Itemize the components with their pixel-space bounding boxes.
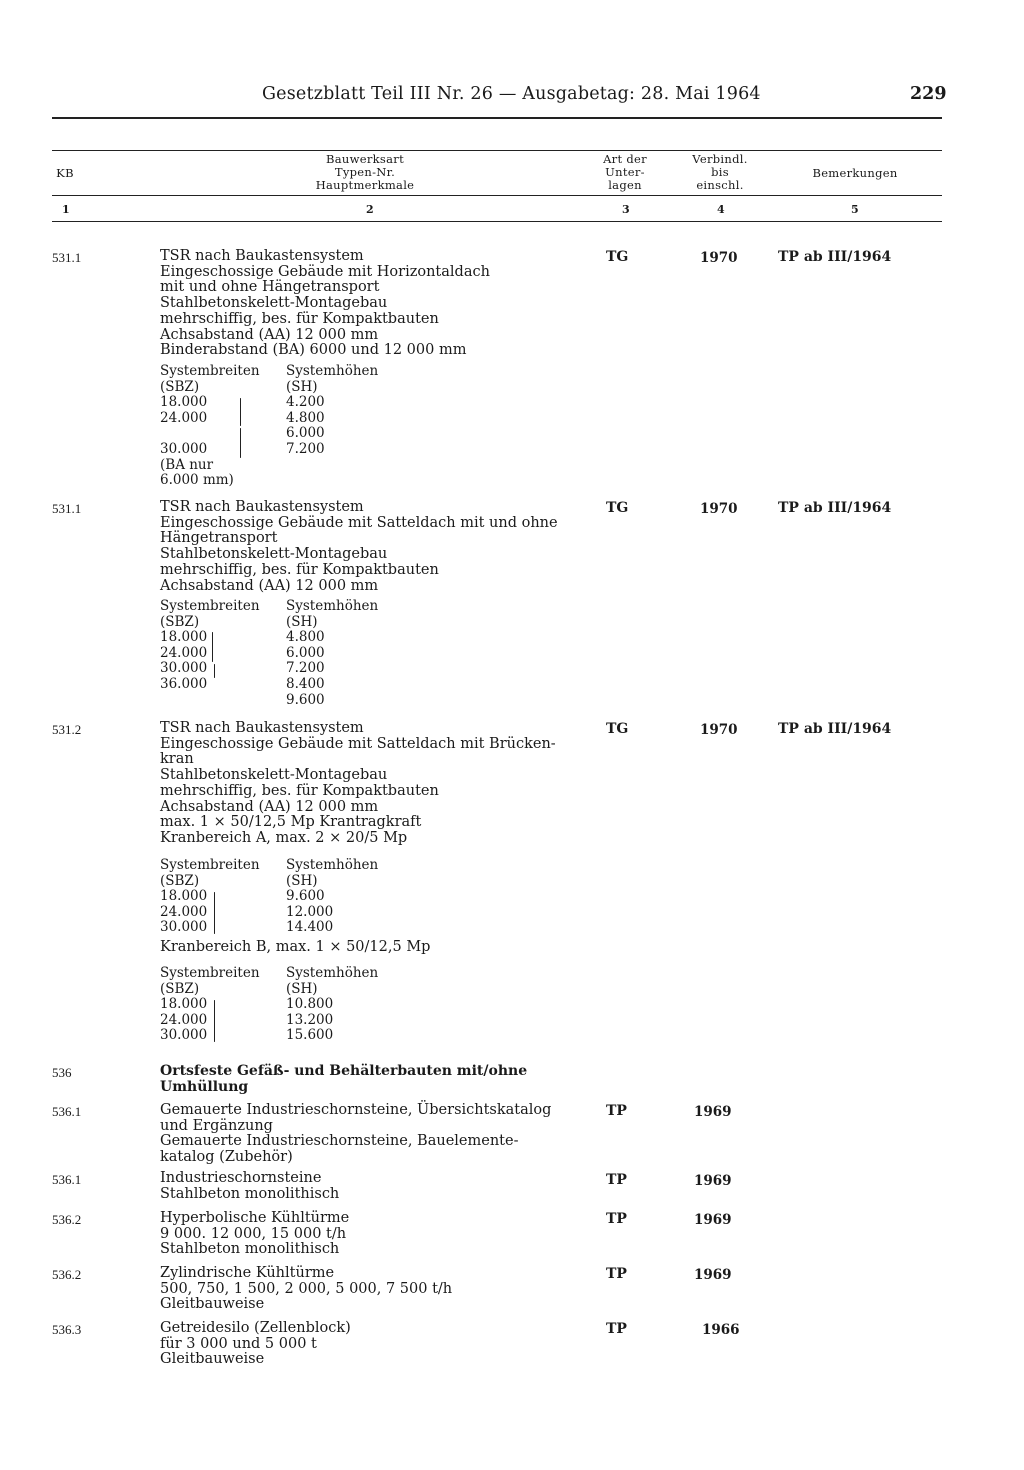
- entry-art: TP: [606, 1172, 627, 1188]
- entry-art: TG: [606, 249, 629, 265]
- description-line: mit und ohne Hängetransport: [160, 279, 380, 296]
- description-line: Industrieschornsteine: [160, 1170, 322, 1186]
- description-line: TSR nach Baukastensystem: [160, 499, 364, 515]
- dim-cell: Systembreiten: [160, 598, 260, 614]
- dim-cell: 30.000: [160, 919, 208, 936]
- colhead-verbindl-line: bis: [711, 165, 729, 179]
- colhead-bauwerksart: [290, 153, 440, 192]
- colhead-verbindl-line: Verbindl.: [692, 152, 748, 166]
- description-line: Getreidesilo (Zellenblock): [160, 1320, 351, 1336]
- dim-cell: 15.600: [286, 1027, 334, 1044]
- dim-cell: 4.800: [286, 409, 325, 426]
- colhead-bauwerksart-line: Bauwerksart: [325, 152, 404, 166]
- entry-year: 1970: [700, 722, 738, 738]
- description-line: max. 1 ⨯ 50/12,5 Mp Krantragkraft: [160, 814, 422, 831]
- entry-description: [160, 721, 590, 847]
- dim-cell: 4.200: [286, 394, 325, 411]
- entry-art: TG: [606, 500, 629, 516]
- description-line: Hyperbolische Kühltürme: [160, 1210, 350, 1226]
- colhead-art-line: lagen: [608, 178, 642, 192]
- entry-kb: 531.2: [52, 722, 82, 737]
- description-line: mehrschiffig, bes. für Kompaktbauten: [160, 782, 439, 799]
- description-line: Gleitbauweise: [160, 1296, 265, 1313]
- entry-remark: TP ab III/1964: [778, 721, 892, 737]
- colnum-1: 1: [62, 203, 70, 216]
- dim-cell: 9.600: [286, 888, 325, 905]
- colhead-verbindl-line: einschl.: [696, 178, 744, 192]
- grouping-brace: [240, 398, 241, 426]
- dim-cell: 18.000: [160, 394, 208, 411]
- dim-cell: Systemhöhen: [286, 363, 379, 379]
- entry-year: 1966: [702, 1322, 740, 1338]
- header-rule: [52, 117, 942, 119]
- dim-cell: 6.000: [286, 425, 325, 442]
- description-line: Gemauerte Industrieschornsteine, Übersichtskatalog: [160, 1102, 552, 1118]
- description-line: 500, 750, 1 500, 2 000, 5 000, 7 500 t/h: [160, 1280, 453, 1297]
- section-heading-line: Ortsfeste Gefäß- und Behälterbauten mit/ohne: [160, 1063, 528, 1079]
- colnum-5: 5: [851, 203, 859, 216]
- colnum-2: 2: [366, 203, 374, 216]
- dim-cell: Systemhöhen: [286, 857, 379, 873]
- description-line: Kranbereich A, max. 2 ⨯ 20/5 Mp: [160, 829, 408, 846]
- description-line: Gemauerte Industrieschornsteine, Bauelemente-: [160, 1133, 519, 1150]
- section-heading: [160, 1064, 590, 1095]
- entry-year: 1969: [694, 1104, 732, 1120]
- description-line: Eingeschossige Gebäude mit Horizontaldach: [160, 263, 490, 280]
- entry-art: TG: [606, 721, 629, 737]
- entry-kb: 536.1: [52, 1104, 82, 1119]
- entry-description: [160, 1321, 590, 1368]
- dim-cell: 30.000: [160, 1027, 208, 1044]
- dim-cell: 18.000: [160, 629, 208, 646]
- description-line: Stahlbeton monolithisch: [160, 1241, 340, 1258]
- entry-remark: TP ab III/1964: [778, 500, 892, 516]
- description-line: Stahlbetonskelett-Montagebau: [160, 295, 388, 312]
- colhead-kb: KB: [56, 166, 74, 180]
- description-line: Achsabstand (AA) 12 000 mm: [160, 577, 379, 594]
- dim-cell: (SH): [286, 378, 318, 395]
- dim-cell: 7.200: [286, 440, 325, 457]
- colhead-bemerkungen: Bemerkungen: [812, 166, 898, 180]
- description-line: Binderabstand (BA) 6000 und 12 000 mm: [160, 342, 467, 359]
- dim-cell: 12.000: [286, 903, 334, 920]
- dim-cell: 18.000: [160, 888, 208, 905]
- description-line: für 3 000 und 5 000 t: [160, 1335, 317, 1352]
- entry-description: [160, 249, 590, 359]
- description-line: 9 000. 12 000, 15 000 t/h: [160, 1225, 347, 1242]
- entry-art: TP: [606, 1266, 627, 1282]
- dim-cell: 6.000: [286, 644, 325, 661]
- colhead-art-line: Unter-: [605, 165, 645, 179]
- colhead-art: [590, 153, 660, 192]
- entry-year: 1970: [700, 250, 738, 266]
- description-line: und Ergänzung: [160, 1117, 273, 1134]
- grouping-brace: [214, 892, 215, 934]
- entry-kb: 536.2: [52, 1267, 82, 1282]
- dim-cell: 9.600: [286, 691, 325, 708]
- description-line: Stahlbetonskelett-Montagebau: [160, 767, 388, 784]
- dim-cell: (SH): [286, 872, 318, 889]
- dim-cell: Systembreiten: [160, 965, 260, 981]
- entry-art: TP: [606, 1211, 627, 1227]
- grouping-brace: [240, 428, 241, 458]
- grouping-brace: [212, 632, 213, 662]
- dim-cell: (SH): [286, 980, 318, 997]
- page-number: 229: [910, 84, 947, 104]
- dim-cell: Systemhöhen: [286, 598, 379, 614]
- entry-description: [160, 1211, 590, 1258]
- dim-cell: 24.000: [160, 644, 208, 661]
- entry-art: TP: [606, 1321, 627, 1337]
- description-line: Achsabstand (AA) 12 000 mm: [160, 798, 379, 815]
- dim-cell: 24.000: [160, 409, 208, 426]
- page-header-title: Gesetzblatt Teil III Nr. 26 — Ausgabetag: 28. Mai 1964: [262, 84, 761, 104]
- dim-cell: 8.400: [286, 675, 325, 692]
- description-line: Eingeschossige Gebäude mit Satteldach mit Brücken-: [160, 735, 556, 752]
- description-line: TSR nach Baukastensystem: [160, 248, 364, 264]
- description-line: Gleitbauweise: [160, 1351, 265, 1368]
- colhead-bauwerksart-line: Typen-Nr.: [334, 165, 396, 179]
- description-line: mehrschiffig, bes. für Kompaktbauten: [160, 310, 439, 327]
- entry-remark: TP ab III/1964: [778, 249, 892, 265]
- entry-description: [160, 940, 590, 956]
- description-line: katalog (Zubehör): [160, 1149, 293, 1166]
- entry-year: 1969: [694, 1173, 732, 1189]
- description-line: Achsabstand (AA) 12 000 mm: [160, 326, 379, 343]
- section-heading-line: Umhüllung: [160, 1078, 249, 1095]
- dim-cell: (SBZ): [160, 613, 200, 630]
- entry-kb: 531.1: [52, 250, 82, 265]
- description-line: Eingeschossige Gebäude mit Satteldach mit und ohne: [160, 514, 558, 531]
- dim-cell: 13.200: [286, 1011, 334, 1028]
- entry-year: 1969: [694, 1267, 732, 1283]
- kranbereich-b-line: Kranbereich B, max. 1 ⨯ 50/12,5 Mp: [160, 939, 431, 955]
- dim-cell: 6.000 mm): [160, 472, 234, 489]
- dim-cell: Systembreiten: [160, 857, 260, 873]
- colnum-3: 3: [622, 203, 630, 216]
- dim-cell: 18.000: [160, 996, 208, 1013]
- entry-description: [160, 1266, 590, 1313]
- entry-description: [160, 1103, 590, 1166]
- description-line: Hängetransport: [160, 530, 278, 547]
- description-line: mehrschiffig, bes. für Kompaktbauten: [160, 561, 439, 578]
- colhead-bottom-rule: [52, 195, 942, 196]
- dim-cell: 4.800: [286, 629, 325, 646]
- colhead-bauwerksart-line: Hauptmerkmale: [315, 178, 415, 192]
- dim-cell: [160, 426, 280, 442]
- entry-art: TP: [606, 1103, 627, 1119]
- dim-cell: 36.000: [160, 675, 208, 692]
- description-line: Stahlbetonskelett-Montagebau: [160, 546, 388, 563]
- colnum-bottom-rule: [52, 221, 942, 222]
- colhead-art-line: Art der: [603, 152, 647, 166]
- entry-kb: 536.3: [52, 1322, 82, 1337]
- entry-kb: 536: [52, 1065, 72, 1080]
- colnum-4: 4: [717, 203, 725, 216]
- dim-cell: 24.000: [160, 1011, 208, 1028]
- entry-kb: 531.1: [52, 501, 82, 516]
- dim-cell: 24.000: [160, 903, 208, 920]
- entry-description: [160, 500, 590, 594]
- dim-cell: 10.800: [286, 996, 334, 1013]
- dim-cell: Systemhöhen: [286, 965, 379, 981]
- dim-cell: (SH): [286, 613, 318, 630]
- grouping-brace: [214, 1000, 215, 1042]
- description-line: Zylindrische Kühltürme: [160, 1265, 335, 1281]
- entry-year: 1970: [700, 501, 738, 517]
- grouping-brace: [214, 664, 215, 678]
- entry-kb: 536.1: [52, 1172, 82, 1187]
- entry-year: 1969: [694, 1212, 732, 1228]
- description-line: kran: [160, 751, 194, 768]
- dim-cell: (BA nur: [160, 456, 214, 473]
- description-line: Stahlbeton monolithisch: [160, 1185, 340, 1202]
- table-top-rule: [52, 150, 942, 151]
- dim-cell: 14.400: [286, 919, 334, 936]
- dim-cell: 7.200: [286, 660, 325, 677]
- description-line: TSR nach Baukastensystem: [160, 720, 364, 736]
- dim-cell: 30.000: [160, 440, 208, 457]
- entry-description: [160, 1171, 590, 1202]
- dim-cell: (SBZ): [160, 378, 200, 395]
- dim-cell: (SBZ): [160, 980, 200, 997]
- entry-kb: 536.2: [52, 1212, 82, 1227]
- dim-cell: 30.000: [160, 660, 208, 677]
- dim-cell: Systembreiten: [160, 363, 260, 379]
- colhead-verbindl: [680, 153, 760, 192]
- dim-cell: (SBZ): [160, 872, 200, 889]
